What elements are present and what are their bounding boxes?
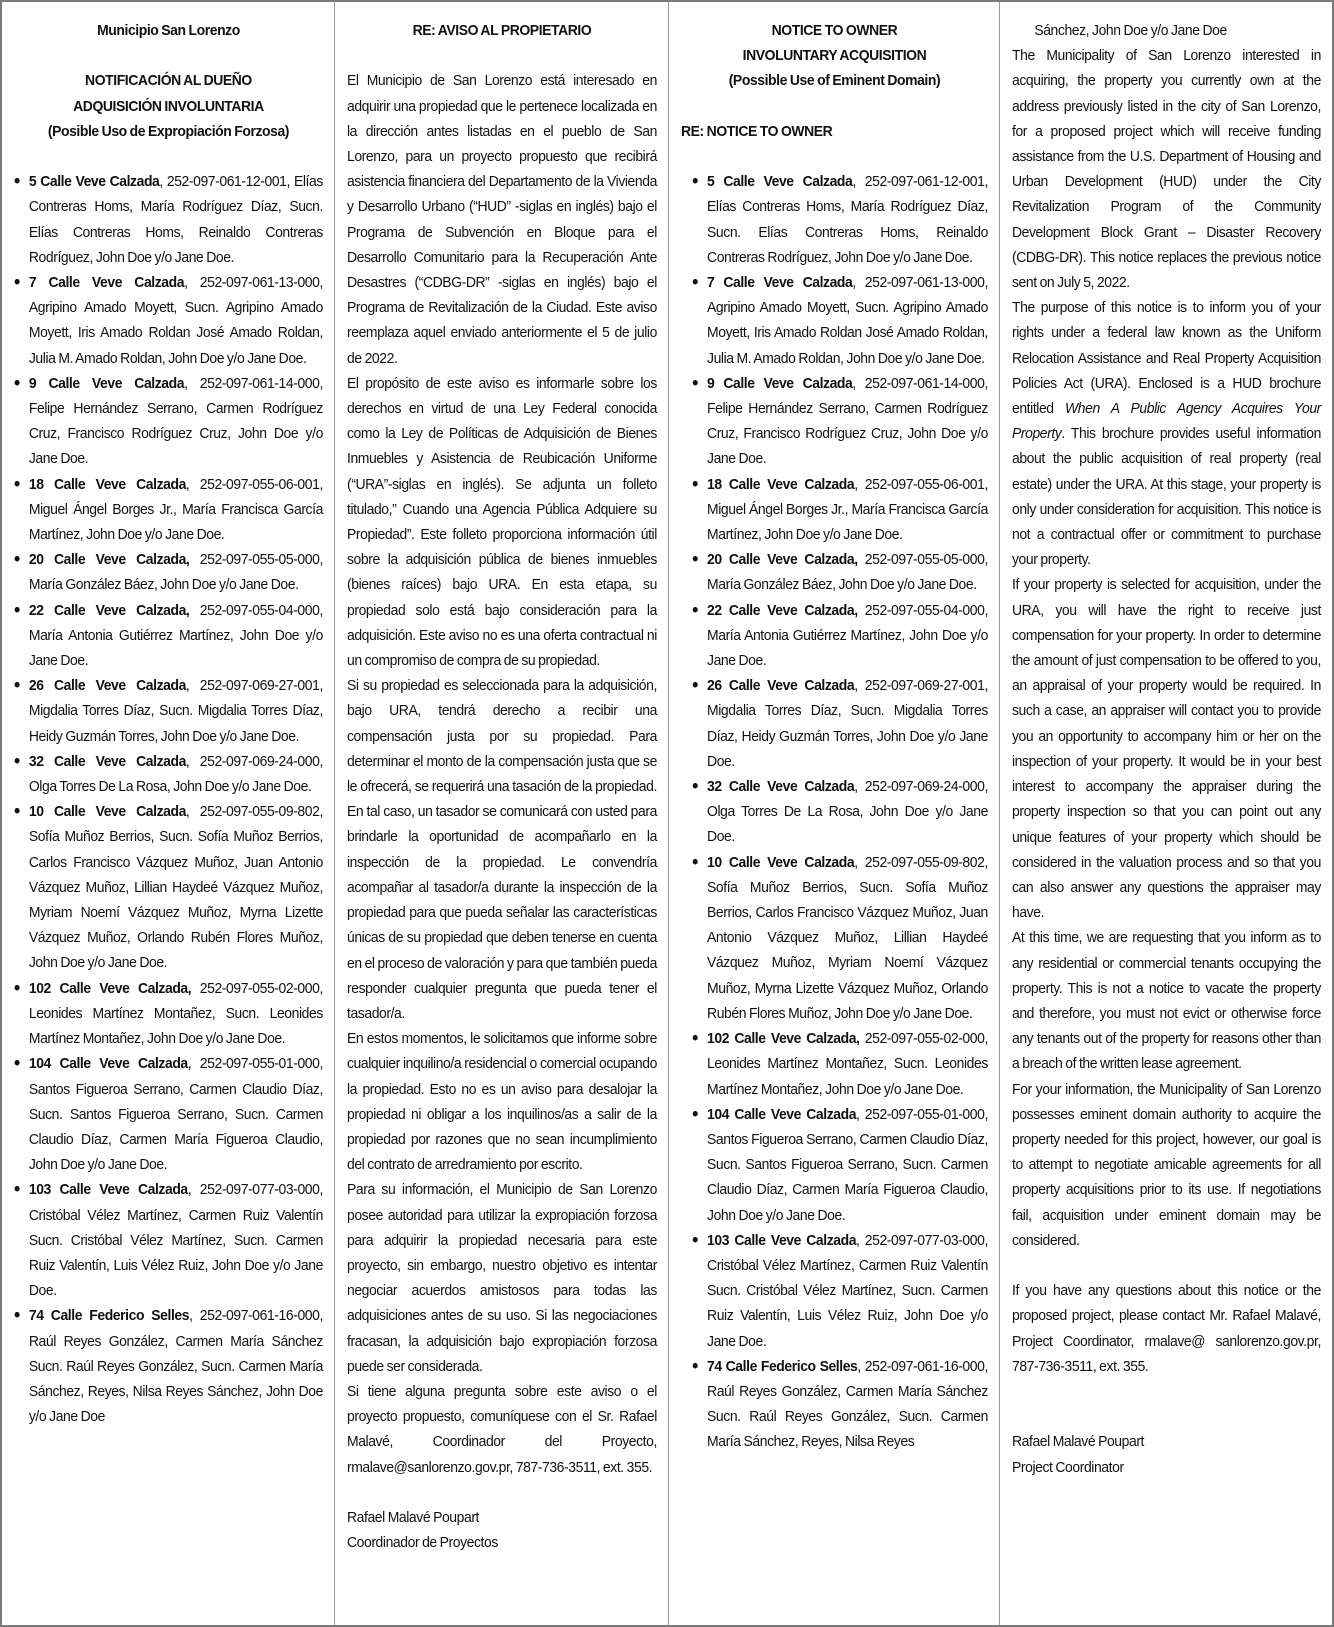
property-details: 252-097-055-04-000, María Antonia Gutiérrez Martínez, John Doe y/o Jane Doe. (707, 601, 988, 670)
spanish-paragraph: Para su información, el Municipio de San Lorenzo posee autoridad para utilizar la expropiación forzosa para adquirir la propiedad necesaria para este proyecto, sin embargo, nuestro objetivo es intentar negociar acuerdos amistosos para todas las adquisiciones antes de su uso. Si las negociaciones fracasan, la adquisición bajo expropiación forzosa puede ser considerada. (347, 1181, 657, 1375)
property-item (692, 169, 988, 270)
property-item (14, 371, 323, 472)
english-title-line2: INVOLUNTARY ACQUISITION (742, 47, 927, 65)
property-item (692, 673, 988, 774)
paragraph-text: . This brochure provides useful information about the public acquisition of real property (real estate) under the URA. At this stage, your property is only under consideration for acquisition. This notice is not a contractual offer or commitment to purchase your property. (1012, 425, 1321, 569)
property-item (692, 270, 988, 371)
property-item (14, 270, 323, 371)
property-address: 74 Calle Federico Selles (28, 1307, 190, 1325)
english-re-heading: RE: NOTICE TO OWNER (681, 122, 833, 140)
property-address: 74 Calle Federico Selles (707, 1357, 858, 1375)
property-address: 9 Calle Veve Calzada (707, 374, 853, 392)
column-spanish-body (335, 2, 669, 1625)
property-details: 252-097-055-04-000, María Antonia Gutiérrez Martínez, John Doe y/o Jane Doe. (28, 601, 323, 670)
spanish-contact-paragraph: Si tiene alguna pregunta sobre este aviso o el proyecto propuesto, comuníquese con el Sr. Rafael Malavé, Coordinador del Proyecto, rmalave@sanlorenzo.gov.pr, 787-736-3511, ext. 355. (347, 1382, 657, 1476)
spanish-title-line1: NOTIFICACIÓN AL DUEÑO (85, 72, 252, 90)
property-details: , 252-097-069-24-000, Olga Torres De La Rosa, John Doe y/o Jane Doe. (28, 752, 323, 796)
paragraph-text: The purpose of this notice is to inform you of your rights under a federal law known as the Uniform Relocation Assistance and Real Property Acquisition Policies Act (URA). Enclosed is a HUD brochure entitled (1012, 299, 1321, 418)
property-details: , 252-097-055-09-802, Sofía Muñoz Berrios, Sucn. Sofía Muñoz Berrios, Carlos Francisco Vázquez Muñoz, Juan Antonio Vázquez Muñoz, Lillian Haydeé Vázquez Muñoz, Myriam Noemí Vázquez Muñoz, Myrna Lizette Vázquez Muñoz, Orlando Rubén Flores Muñoz, John Doe y/o Jane Doe. (28, 803, 323, 972)
spanish-signer-title: Coordinador de Proyectos (347, 1534, 498, 1552)
property-address: 7 Calle Veve Calzada (28, 274, 185, 291)
column-english-body (1000, 2, 1332, 1625)
property-address: 18 Calle Veve Calzada (28, 475, 186, 493)
property-item (692, 774, 988, 850)
property-address: 104 Calle Veve Calzada (707, 1105, 857, 1123)
property-item (692, 1228, 988, 1354)
property-address: 26 Calle Veve Calzada (28, 677, 186, 695)
spanish-paragraph: En estos momentos, le solicitamos que informe sobre cualquier inquilino/a residencial o comercial ocupando la propiedad. Esto no es un aviso para desalojar la propiedad ni obligar a los inquilinos/as a salir de la propiedad por razones que no sean incumplimiento del contrato de arredramiento por escrito. (347, 1030, 657, 1174)
english-property-list (681, 169, 988, 1454)
property-item (692, 472, 988, 548)
property-address: 102 Calle Veve Calzada, (707, 1030, 860, 1048)
property-address: 7 Calle Veve Calzada (707, 274, 853, 291)
property-item (14, 1051, 323, 1177)
property-details: , 252-097-077-03-000, Cristóbal Vélez Martínez, Carmen Ruiz Valentín Sucn. Cristóbal Vélez Martínez, Sucn. Carmen Ruiz Valentín, Luis Vélez Ruiz, John Doe y/o Jane Doe. (28, 1181, 323, 1300)
property-details: 252-097-055-02-000, Leonides Martínez Montañez, Sucn. Leonides Martínez Montañez, John Doe y/o Jane Doe. (707, 1030, 988, 1098)
column-english-properties (669, 2, 1000, 1625)
spanish-paragraph: El Municipio de San Lorenzo está interesado en adquirir una propiedad que le pertenece localizada en la dirección antes listadas en el pueblo de San Lorenzo, para un proyecto propuesto que recibirá asistencia financiera del Departamento de la Vivienda y Desarrollo Urbano (“HUD” -siglas en inglés) bajo el Programa de Subvención en Bloque para el Desarrollo Comunitario para la Recuperación Ante Desastres (“CDBG-DR” -siglas en inglés) bajo el Programa de Revitalización de la Ciudad. Este aviso reemplaza aquel enviado anteriormente el 5 de julio de 2022. (347, 72, 657, 367)
property-address: 10 Calle Veve Calzada (707, 853, 855, 871)
property-address: 103 Calle Veve Calzada (707, 1231, 857, 1249)
property-item (692, 598, 988, 674)
property-details: , 252-097-069-24-000, Olga Torres De La Rosa, John Doe y/o Jane Doe. (707, 778, 988, 846)
property-item (692, 1354, 988, 1455)
spanish-paragraph: Si su propiedad es seleccionada para la adquisición, bajo URA, tendrá derecho a recibir una compensación justa por su propiedad. Para determinar el monto de la compensación justa que se le ofrecerá, se requerirá una tasación de la propiedad. En tal caso, un tasador se comunicará con usted para brindarle la oportunidad de acompañarlo en la inspección de la propiedad. Le convendría acompañar al tasador/a durante la inspección de la propiedad para que pueda señalar las características únicas de su propiedad que deben tenerse en cuenta en el proceso de valoración y para que también pueda responder cualquier pregunta que pueda tener el tasador/a. (347, 677, 657, 1022)
column-spanish-properties (2, 2, 335, 1625)
property-address: 20 Calle Veve Calzada, (28, 551, 190, 569)
property-details: , 252-097-061-12-001, Elías Contreras Homs, María Rodríguez Díaz, Sucn. Elías Contreras Homs, Reinaldo Contreras Rodríguez, John Doe y/o Jane Doe. (28, 173, 323, 266)
property-details: , 252-097-069-27-001, Migdalia Torres Díaz, Sucn. Migdalia Torres Díaz, Heidy Guzmán Torres, John Doe y/o Jane Doe. (707, 677, 988, 770)
property-details: , 252-097-055-01-000, Santos Figueroa Serrano, Carmen Claudio Díaz, Sucn. Santos Figueroa Serrano, Sucn. Carmen Claudio Díaz, Carmen María Figueroa Claudio, John Doe y/o Jane Doe. (28, 1055, 323, 1174)
property-details: , 252-097-061-16-000, Raúl Reyes González, Carmen María Sánchez Sucn. Raúl Reyes González, Sucn. Carmen María Sánchez, Reyes, Nilsa Reyes Sánchez, John Doe y/o Jane Doe (28, 1307, 323, 1426)
spanish-re-heading: RE: AVISO AL PROPIETARIO (412, 22, 592, 39)
property-details: , 252-097-069-27-001, Migdalia Torres Díaz, Sucn. Migdalia Torres Díaz, Heidy Guzmán Torres, John Doe y/o Jane Doe. (28, 677, 323, 745)
property-list-continuation: Sánchez, John Doe y/o Jane Doe (1034, 22, 1227, 39)
property-item (14, 472, 323, 548)
property-details: 252-097-055-02-000, Leonides Martínez Montañez, Sucn. Leonides Martínez Montañez, John Doe y/o Jane Doe. (28, 979, 323, 1048)
spanish-title-line2: ADQUISICIÓN INVOLUNTARIA (73, 97, 264, 115)
property-item (14, 547, 323, 597)
property-details: , 252-097-077-03-000, Cristóbal Vélez Martínez, Carmen Ruiz Valentín Sucn. Cristóbal Vélez Martínez, Sucn. Carmen Ruiz Valentín, Luis Vélez Ruiz, John Doe y/o Jane Doe. (707, 1231, 988, 1350)
english-title-line1: NOTICE TO OWNER (771, 22, 898, 39)
property-address: 5 Calle Veve Calzada (28, 173, 160, 191)
property-item (14, 598, 323, 674)
english-paragraph: At this time, we are requesting that you inform as to any residential or commercial tenants occupying the property. This is not a notice to vacate the property and therefore, you must not evict or otherwise force any tenants out of the property for reasons other than a breach of the written lease agreement. (1012, 929, 1321, 1073)
english-signer-name: Rafael Malavé Poupart (1012, 1433, 1145, 1451)
property-address: 18 Calle Veve Calzada (707, 475, 855, 493)
property-address: 5 Calle Veve Calzada (707, 173, 853, 191)
property-address: 104 Calle Veve Calzada (28, 1055, 188, 1073)
property-details: , 252-097-061-12-001, Elías Contreras Homs, María Rodríguez Díaz, Sucn. Elías Contreras Homs, Reinaldo Contreras Rodríguez, John Doe y/o Jane Doe. (707, 173, 988, 266)
property-address: 102 Calle Veve Calzada, (28, 979, 192, 997)
property-details: , 252-097-055-09-802, Sofía Muñoz Berrios, Sucn. Sofía Muñoz Berrios, Carlos Francisco Vázquez Muñoz, Juan Antonio Vázquez Muñoz, Lillian Haydeé Vázquez Muñoz, Myriam Noemí Vázquez Muñoz, Myrna Lizette Vázquez Muñoz, Orlando Rubén Flores Muñoz, John Doe y/o Jane Doe. (707, 853, 988, 1022)
property-item (692, 547, 988, 597)
property-details: , 252-097-061-13-000, Agripino Amado Moyett, Sucn. Agripino Amado Moyett, Iris Amado Roldan José Amado Roldan, Julia M. Amado Roldan, John Doe y/o Jane Doe. (28, 274, 323, 367)
property-details: 252-097-055-05-000, María González Báez, John Doe y/o Jane Doe. (28, 551, 323, 594)
property-item (14, 169, 323, 270)
property-address: 22 Calle Veve Calzada, (707, 601, 858, 619)
property-address: 103 Calle Veve Calzada (28, 1181, 188, 1199)
property-address: 26 Calle Veve Calzada (707, 677, 855, 695)
property-details: , 252-097-061-13-000, Agripino Amado Moyett, Sucn. Agripino Amado Moyett, Iris Amado Roldan José Amado Roldan, Julia M. Amado Roldan, John Doe y/o Jane Doe. (707, 274, 988, 367)
property-address: 32 Calle Veve Calzada (707, 778, 855, 796)
property-item (14, 673, 323, 749)
property-address: 20 Calle Veve Calzada, (707, 551, 858, 569)
spanish-signer-name: Rafael Malavé Poupart (347, 1508, 480, 1526)
property-item (14, 749, 323, 799)
property-details: 252-097-055-05-000, María González Báez, John Doe y/o Jane Doe. (707, 551, 988, 594)
property-details: , 252-097-061-14-000, Felipe Hernández Serrano, Carmen Rodríguez Cruz, Francisco Rodríguez Cruz, John Doe y/o Jane Doe. (28, 374, 323, 468)
property-details: , 252-097-055-06-001, Miguel Ángel Borges Jr., María Francisca García Martínez, John Doe y/o Jane Doe. (28, 475, 323, 544)
property-address: 32 Calle Veve Calzada (28, 752, 186, 770)
property-address: 22 Calle Veve Calzada, (28, 601, 190, 619)
property-item (14, 976, 323, 1052)
spanish-paragraph: El propósito de este aviso es informarle sobre los derechos en virtud de una Ley Federal conocida como la Ley de Políticas de Adquisición de Bienes Inmuebles y Asistencia de Reubicación Uniforme (“URA”-siglas en inglés). Se adjunta un folleto titulado,” Cuando una Agencia Pública Adquiere su Propiedad”. Este folleto proporciona información útil sobre la adquisición pública de bienes inmuebles (bienes raíces) bajo URA. En esta etapa, su propiedad solo está bajo consideración para la adquisición. Este aviso no es una oferta contractual ni un compromiso de compra de su propiedad. (347, 374, 657, 670)
property-details: , 252-097-055-01-000, Santos Figueroa Serrano, Carmen Claudio Díaz, Sucn. Santos Figueroa Serrano, Sucn. Carmen Claudio Díaz, Carmen María Figueroa Claudio, John Doe y/o Jane Doe. (707, 1105, 988, 1224)
property-item (692, 371, 988, 472)
english-contact-paragraph: If you have any questions about this notice or the proposed project, please contact Mr. Rafael Malavé, Project Coordinator, rmalave@ sanlorenzo.gov.pr, 787-736-3511, ext. 355. (1012, 1282, 1321, 1375)
english-paragraph (1012, 295, 1321, 572)
municipality-name: Municipio San Lorenzo (97, 22, 240, 39)
property-details: , 252-097-061-16-000, Raúl Reyes González, Carmen María Sánchez Sucn. Raúl Reyes González, Sucn. Carmen María Sánchez, Reyes, Nilsa Reyes (707, 1357, 988, 1451)
english-paragraph: The Municipality of San Lorenzo interested in acquiring, the property you currently own at the address previously listed in the city of San Lorenzo, for a proposed project which will receive funding assistance from the U.S. Department of Housing and Urban Development (HUD) under the City Revitalization Program of the Community Development Block Grant – Disaster Recovery (CDBG-DR). This notice replaces the previous notice sent on July 5, 2022. (1012, 47, 1321, 292)
property-details: , 252-097-061-14-000, Felipe Hernández Serrano, Carmen Rodríguez Cruz, Francisco Rodríguez Cruz, John Doe y/o Jane Doe. (707, 374, 988, 468)
property-item (692, 850, 988, 1026)
english-signer-title: Project Coordinator (1012, 1458, 1124, 1476)
property-item (692, 1102, 988, 1228)
property-item (14, 799, 323, 975)
property-details: , 252-097-055-06-001, Miguel Ángel Borges Jr., María Francisca García Martínez, John Doe y/o Jane Doe. (707, 475, 988, 544)
brochure-title: When A Public Agency Acquires Your Property (1012, 400, 1321, 443)
property-item (14, 1177, 323, 1303)
property-address: 10 Calle Veve Calzada (28, 803, 186, 821)
property-address: 9 Calle Veve Calzada (28, 374, 185, 392)
spanish-property-list (14, 169, 323, 1429)
spanish-title-line3: (Posible Uso de Expropiación Forzosa) (47, 122, 290, 140)
property-item (692, 1026, 988, 1102)
english-paragraph: If your property is selected for acquisition, under the URA, you will have the right to receive just compensation for your property. In order to determine the amount of just compensation to be offered to you, an appraisal of your property would be required. In such a case, an appraiser will contact you to provide you an opportunity to accompany him or her on the inspection of your property. It would be in your best interest to accompany the appraiser during the property inspection so that you can point out any unique features of your property which should be considered in the valuation process and so that you can also answer any questions the appraiser may have. (1012, 576, 1321, 922)
english-title-line3: (Possible Use of Eminent Domain) (728, 72, 941, 90)
english-paragraph: For your information, the Municipality of San Lorenzo possesses eminent domain authority to acquire the property needed for this project, however, our goal is to attempt to negotiate amicable agreements for all property acquisitions prior to its use. If negotiations fail, acquisition under eminent domain may be considered. (1012, 1080, 1321, 1249)
property-item (14, 1303, 323, 1429)
